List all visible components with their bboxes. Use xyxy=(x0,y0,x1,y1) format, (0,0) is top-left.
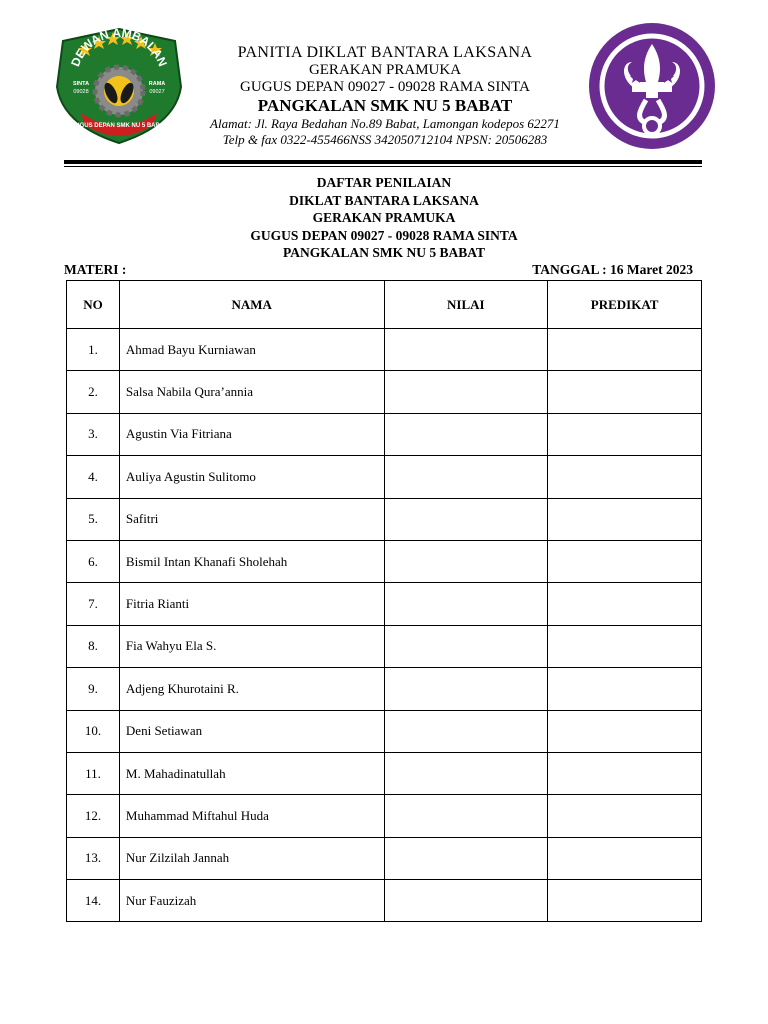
logo-rama-no: 09027 xyxy=(149,89,165,95)
logo-sinta-no: 09028 xyxy=(73,89,89,95)
title-line4: GUGUS DEPAN 09027 - 09028 RAMA SINTA xyxy=(250,227,518,243)
row-nilai-cell[interactable] xyxy=(384,540,548,582)
row-no: 12. xyxy=(67,795,120,837)
row-no: 2. xyxy=(67,371,120,413)
logo-sinta: SINTA xyxy=(72,81,90,87)
row-predikat-cell[interactable] xyxy=(548,540,702,582)
table-row xyxy=(67,329,702,371)
row-no: 7. xyxy=(67,583,120,625)
row-nama: Nur Fauzizah xyxy=(119,880,384,922)
row-predikat-cell[interactable] xyxy=(548,880,702,922)
row-predikat-cell[interactable] xyxy=(548,710,702,752)
table-row xyxy=(67,880,702,922)
table-row xyxy=(67,668,702,710)
row-nama: Safitri xyxy=(119,498,384,540)
row-nilai-cell[interactable] xyxy=(384,329,548,371)
header-address: Alamat: Jl. Raya Bedahan No.89 Babat, Lamongan kodepos 62271 xyxy=(210,116,560,131)
row-predikat-cell[interactable] xyxy=(548,413,702,455)
assessment-table xyxy=(66,280,702,922)
tanggal-label: TANGGAL : 16 Maret 2023 xyxy=(532,262,693,277)
table-row xyxy=(67,710,702,752)
row-nilai-cell[interactable] xyxy=(384,880,548,922)
letterhead xyxy=(190,44,580,148)
row-no: 3. xyxy=(67,413,120,455)
row-nilai-cell[interactable] xyxy=(384,413,548,455)
row-nama: Ahmad Bayu Kurniawan xyxy=(119,329,384,371)
header-line1: PANITIA DIKLAT BANTARA LAKSANA xyxy=(237,44,533,61)
row-no: 5. xyxy=(67,498,120,540)
row-no: 9. xyxy=(67,668,120,710)
row-nama: Adjeng Khurotaini R. xyxy=(119,668,384,710)
table-row xyxy=(67,625,702,667)
row-nilai-cell[interactable] xyxy=(384,625,548,667)
table-row xyxy=(67,371,702,413)
header-line4: PANGKALAN SMK NU 5 BABAT xyxy=(257,96,513,115)
row-predikat-cell[interactable] xyxy=(548,625,702,667)
row-nilai-cell[interactable] xyxy=(384,837,548,879)
row-no: 6. xyxy=(67,540,120,582)
scout-logo xyxy=(588,22,716,150)
row-predikat-cell[interactable] xyxy=(548,668,702,710)
row-nilai-cell[interactable] xyxy=(384,371,548,413)
row-predikat-cell[interactable] xyxy=(548,498,702,540)
row-no: 13. xyxy=(67,837,120,879)
table-row xyxy=(67,540,702,582)
header-no: NO xyxy=(67,281,120,329)
row-nilai-cell[interactable] xyxy=(384,498,548,540)
table-row xyxy=(67,837,702,879)
table-header-row xyxy=(67,281,702,329)
row-no: 14. xyxy=(67,880,120,922)
title-line1: DAFTAR PENILAIAN xyxy=(316,175,452,190)
table-row xyxy=(67,456,702,498)
header-predikat: PREDIKAT xyxy=(548,281,702,329)
row-nilai-cell[interactable] xyxy=(384,752,548,794)
row-nilai-cell[interactable] xyxy=(384,456,548,498)
row-nama: Fitria Rianti xyxy=(119,583,384,625)
row-nama: Salsa Nabila Qura’annia xyxy=(119,371,384,413)
header-line3: GUGUS DEPAN 09027 - 09028 RAMA SINTA xyxy=(240,79,530,95)
row-predikat-cell[interactable] xyxy=(548,371,702,413)
row-nama: Deni Setiawan xyxy=(119,710,384,752)
table-row xyxy=(67,583,702,625)
table-row xyxy=(67,413,702,455)
title-line2: DIKLAT BANTARA LAKSANA xyxy=(289,192,479,208)
row-predikat-cell[interactable] xyxy=(548,752,702,794)
row-no: 11. xyxy=(67,752,120,794)
header-divider-thin xyxy=(64,166,702,167)
row-nama: Auliya Agustin Sulitomo xyxy=(119,456,384,498)
row-nilai-cell[interactable] xyxy=(384,710,548,752)
row-predikat-cell[interactable] xyxy=(548,837,702,879)
row-nilai-cell[interactable] xyxy=(384,583,548,625)
dewan-ambalan-logo xyxy=(55,27,183,145)
row-nama: Muhammad Miftahul Huda xyxy=(119,795,384,837)
row-nama: Fia Wahyu Ela S. xyxy=(119,625,384,667)
row-no: 4. xyxy=(67,456,120,498)
row-no: 1. xyxy=(67,329,120,371)
row-predikat-cell[interactable] xyxy=(548,795,702,837)
row-nama: M. Mahadinatullah xyxy=(119,752,384,794)
title-line3: GERAKAN PRAMUKA xyxy=(312,210,456,225)
logo-rama: RAMA xyxy=(148,81,166,87)
header-line2: GERAKAN PRAMUKA xyxy=(308,62,462,78)
materi-label: MATERI : xyxy=(64,262,127,277)
row-predikat-cell[interactable] xyxy=(548,456,702,498)
row-nilai-cell[interactable] xyxy=(384,795,548,837)
header-contact: Telp & fax 0322-455466NSS 342050712104 NPSN: 20506283 xyxy=(222,132,548,147)
row-nama: Bismil Intan Khanafi Sholehah xyxy=(119,540,384,582)
header-nama: NAMA xyxy=(119,281,384,329)
logo-bottom-text: GUGUS DEPAN SMK NU 5 BABAT xyxy=(70,123,168,129)
row-predikat-cell[interactable] xyxy=(548,583,702,625)
title-line5: PANGKALAN SMK NU 5 BABAT xyxy=(282,245,485,260)
table-row xyxy=(67,752,702,794)
header-nilai: NILAI xyxy=(384,281,548,329)
row-nama: Agustin Via Fitriana xyxy=(119,413,384,455)
logo-top-text: DEWAN AMBALAN xyxy=(68,27,170,69)
row-nama: Nur Zilzilah Jannah xyxy=(119,837,384,879)
table-row xyxy=(67,498,702,540)
table-row xyxy=(67,795,702,837)
row-predikat-cell[interactable] xyxy=(548,329,702,371)
header-divider xyxy=(64,160,702,164)
row-no: 10. xyxy=(67,710,120,752)
row-nilai-cell[interactable] xyxy=(384,668,548,710)
document-title xyxy=(134,174,634,262)
row-no: 8. xyxy=(67,625,120,667)
